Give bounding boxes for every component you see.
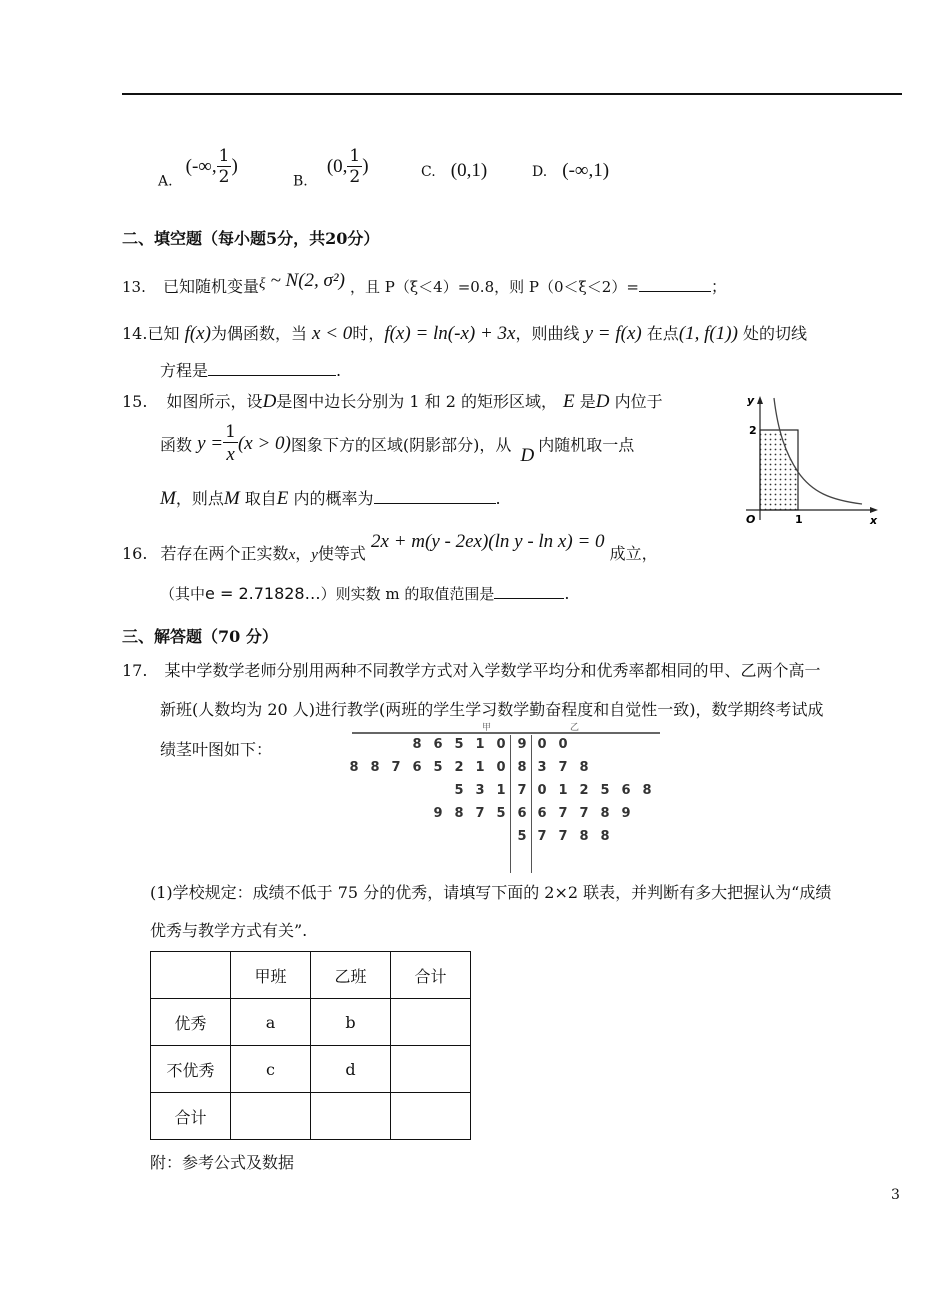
q15-text-1d: 内位于: [614, 392, 663, 411]
section-3-title: 三、解答题（70 分）: [122, 627, 278, 646]
stem-leaf-left-value: 5: [433, 760, 443, 775]
table-cell: [391, 1093, 471, 1140]
stem-leaf-right-value: 8: [579, 760, 589, 775]
option-a-numerator: 1: [218, 146, 230, 166]
stem-leaf-right-value: 3: [537, 760, 547, 775]
question-15-line-3: [160, 486, 501, 510]
q15-D: D: [262, 391, 277, 412]
option-d-expr: (-∞,1): [562, 160, 610, 181]
stem-leaf-right-value: 1: [558, 783, 568, 798]
q16-y: y: [311, 547, 318, 563]
q15-text-3b: 取自: [244, 489, 277, 508]
stem-leaf-right-value: 2: [579, 783, 589, 798]
option-d-label: D.: [532, 164, 548, 180]
shaded-region: [760, 430, 798, 510]
table-row: [151, 1046, 471, 1093]
q15-answer-blank: [374, 489, 496, 504]
q15-text-1b: 是图中边长分别为 1 和 2 的矩形区域，: [276, 392, 558, 411]
table-header-cell: 合计: [391, 952, 471, 999]
stem-leaf-right-value: 0: [537, 737, 547, 752]
q16-text-2a: （其中: [160, 585, 206, 603]
stem-leaf-right-value: 9: [621, 806, 631, 821]
graph-label-origin: O: [746, 513, 756, 526]
stem-leaf-left-value: 2: [454, 760, 464, 775]
q15-D-3: D: [520, 444, 535, 466]
stem-leaf-right-value: 8: [600, 806, 610, 821]
option-a-label: A.: [158, 173, 173, 190]
q14-equation: f(x) = ln(-x) + 3x: [384, 323, 516, 344]
q14-point: (1, f(1)): [678, 323, 738, 344]
table-header-cell: 甲班: [231, 952, 311, 999]
stem-leaf-left-value: 6: [433, 737, 443, 752]
stem-leaf-plot: [349, 723, 662, 873]
table-cell: d: [311, 1046, 391, 1093]
question-14-line-1: [122, 321, 807, 345]
q15-text-1a: 如图所示，设: [166, 392, 263, 411]
stem-value: 6: [517, 806, 527, 821]
stem-leaf-head-right: 乙: [570, 723, 580, 733]
option-b: [293, 148, 369, 190]
stem-leaf-left-value: 8: [454, 806, 464, 821]
q13-text-post: ，且 P（ξ＜4）=0.8，则 P（0＜ξ＜2）=: [350, 278, 639, 296]
question-17-line-3: 绩茎叶图如下：: [160, 740, 273, 759]
stem-leaf-right-value: 0: [558, 737, 568, 752]
stem-leaf-left-value: 5: [496, 806, 506, 821]
option-a-denominator: 2: [218, 167, 230, 187]
q15-fraction-numerator: 1: [225, 422, 236, 442]
q15-fraction-denominator: x: [226, 444, 235, 465]
header-rule: [122, 93, 902, 95]
q16-x: x: [288, 547, 296, 563]
stem-leaf-left-value: 0: [496, 760, 506, 775]
q14-end: .: [336, 361, 342, 380]
x-axis-arrow-icon: [870, 507, 878, 513]
stem-leaf-right-value: 0: [537, 783, 547, 798]
q16-comma: ，: [295, 544, 312, 563]
q14-curve: y = f(x): [584, 323, 642, 344]
stem-leaf-right-value: 7: [537, 829, 547, 844]
q13-answer-blank: [639, 277, 711, 292]
q15-end: .: [495, 489, 501, 508]
q14-condition: x < 0: [312, 323, 353, 344]
table-header-cell: [151, 952, 231, 999]
option-c-expr: (0,1): [450, 160, 488, 181]
q15-D-2: D: [595, 391, 610, 412]
stem-leaf-left-value: 8: [370, 760, 380, 775]
q13-distribution: ~ N(2, σ²): [270, 270, 345, 291]
option-b-numerator: 1: [349, 146, 361, 166]
q16-text-2b: ）则实数 m 的取值范围是: [320, 585, 495, 603]
q14-line-2-text: 方程是: [160, 361, 209, 380]
q17-part-1-line-2: 优秀与教学方式有关”.: [150, 921, 308, 940]
stem-divider-left: [510, 735, 511, 873]
q17-text-1: 某中学数学老师分别用两种不同教学方式对入学数学平均分和优秀率都相同的甲、乙两个高一: [164, 661, 821, 680]
q14-text-2: 为偶函数，当: [210, 324, 307, 343]
q15-text-2b: 图象下方的区域(阴影部分)，从: [290, 435, 512, 455]
q15-text-2a: 函数: [160, 435, 193, 455]
stem-leaf-left-value: 0: [496, 737, 506, 752]
stem-leaf-left-value: 3: [475, 783, 485, 798]
contingency-table: [150, 951, 471, 1140]
q16-number: 16.: [122, 544, 148, 563]
stem-leaf-right-value: 5: [600, 783, 610, 798]
graph-label-y: y: [747, 394, 755, 407]
question-14-line-2: [160, 358, 341, 381]
table-cell: 不优秀: [151, 1046, 231, 1093]
graph-label-x: x: [870, 514, 878, 527]
question-16-line-1: [122, 531, 658, 564]
q14-f-of-x: f(x): [184, 323, 211, 344]
question-15-line-1: [122, 389, 663, 413]
q15-E-2: E: [276, 488, 289, 509]
y-axis-arrow-icon: [757, 396, 763, 404]
question-13: [122, 270, 727, 297]
q15-text-1c: 是: [579, 392, 596, 411]
q14-text-5: 在点: [646, 324, 679, 343]
stem-leaf-right-value: 6: [621, 783, 631, 798]
question-15-line-2: [160, 424, 634, 467]
reference-note: 附：参考公式及数据: [150, 1153, 295, 1172]
q15-number: 15.: [122, 392, 148, 411]
q15-fraction: [223, 424, 238, 464]
table-cell: [311, 1093, 391, 1140]
stem-leaf-left-value: 6: [412, 760, 422, 775]
q16-e-value: e = 2.71828…: [205, 584, 321, 603]
stem-leaf-top-rule: [352, 732, 660, 734]
q15-text-3c: 内的概率为: [293, 489, 374, 508]
stem-value: 9: [517, 737, 527, 752]
stem-leaf-left-value: 1: [475, 737, 485, 752]
stem-leaf-right-value: 8: [600, 829, 610, 844]
section-2-title: 二、填空题（每小题5分，共20分）: [122, 229, 380, 248]
option-a: [158, 148, 238, 190]
stem-leaf-right-value: 7: [558, 829, 568, 844]
stem-leaf-right-value: 6: [537, 806, 547, 821]
table-header-row: [151, 952, 471, 999]
option-b-denominator: 2: [349, 167, 361, 187]
table-cell: c: [231, 1046, 311, 1093]
stem-value: 7: [517, 783, 527, 798]
table-cell: b: [311, 999, 391, 1046]
option-a-fraction: [217, 148, 232, 186]
q14-answer-blank: [208, 361, 336, 376]
option-c: [421, 160, 487, 182]
option-b-close: ): [362, 155, 369, 177]
q15-text-3a: ，则点: [175, 489, 224, 508]
stem-leaf-left-value: 5: [454, 783, 464, 798]
q15-graph: [738, 392, 888, 532]
stem-divider-right: [531, 735, 532, 873]
table-cell: [391, 1046, 471, 1093]
q16-equation: 2x + m(y - 2ex)(ln y - ln x) = 0: [371, 531, 605, 552]
stem-leaf-left-value: 8: [349, 760, 359, 775]
option-a-open: (-∞,: [185, 155, 217, 177]
table-cell: [391, 999, 471, 1046]
stem-value: 8: [517, 760, 527, 775]
q14-text-6: 处的切线: [743, 324, 808, 343]
stem-leaf-right-value: 7: [558, 806, 568, 821]
stem-leaf-left-value: 9: [433, 806, 443, 821]
q16-text-2: 使等式: [317, 544, 366, 563]
stem-leaf-right-value: 8: [642, 783, 652, 798]
stem-leaf-left-value: 7: [475, 806, 485, 821]
q14-number: 14.: [122, 324, 148, 343]
q16-end: .: [564, 584, 570, 603]
q15-M: M: [160, 488, 176, 509]
graph-label-2: 2: [749, 424, 757, 437]
q15-y-equals: y =: [197, 433, 224, 454]
q17-part-1-line-1: (1)学校规定：成绩不低于 75 分的优秀，请填写下面的 2×2 联表，并判断有多大把握认为“成绩: [150, 883, 832, 902]
stem-leaf-left-value: 1: [475, 760, 485, 775]
q17-number: 17.: [122, 661, 148, 680]
table-row: [151, 999, 471, 1046]
q15-E: E: [563, 391, 575, 412]
option-b-label: B.: [293, 173, 308, 190]
option-b-open: (0,: [326, 155, 348, 177]
q13-text-pre: 已知随机变量: [162, 277, 259, 296]
question-17-line-2: 新班(人数均为 20 人)进行教学(两班的学生学习数学勤奋程度和自觉性一致)，数学期终考试成: [160, 700, 824, 719]
question-16-line-2: [160, 583, 569, 604]
stem-leaf-right-value: 8: [579, 829, 589, 844]
table-row: [151, 1093, 471, 1140]
question-17-line-1: [122, 658, 821, 681]
q14-text-1: 已知: [147, 324, 180, 343]
q15-M-2: M: [223, 488, 240, 509]
stem-leaf-left-value: 1: [496, 783, 506, 798]
table-cell: a: [231, 999, 311, 1046]
q14-text-3: 时，: [352, 324, 385, 343]
option-a-close: ): [231, 155, 238, 177]
table-cell: [231, 1093, 311, 1140]
stem-leaf-left-value: 5: [454, 737, 464, 752]
page-number: 3: [891, 1187, 900, 1203]
q16-answer-blank: [494, 584, 564, 599]
stem-leaf-left-value: 8: [412, 737, 422, 752]
q15-text-2c: 内随机取一点: [538, 435, 635, 455]
stem-leaf-right-value: 7: [558, 760, 568, 775]
stem-leaf-right-value: 7: [579, 806, 589, 821]
q13-end: ；: [710, 277, 727, 296]
q16-text-1: 若存在两个正实数: [160, 544, 289, 563]
option-c-label: C.: [421, 164, 436, 180]
stem-value: 5: [517, 829, 527, 844]
stem-leaf-left-value: 7: [391, 760, 401, 775]
table-cell: 合计: [151, 1093, 231, 1140]
table-cell: 优秀: [151, 999, 231, 1046]
option-b-fraction: [347, 148, 362, 186]
q13-number: 13.: [122, 278, 146, 296]
q15-condition: (x > 0): [237, 433, 291, 454]
q13-xi: ξ: [258, 276, 266, 292]
table-header-cell: 乙班: [311, 952, 391, 999]
q16-text-3: 成立，: [609, 544, 658, 563]
option-d: [532, 160, 609, 182]
stem-leaf-head-left: 甲: [482, 723, 492, 733]
graph-label-1: 1: [795, 513, 803, 526]
q14-text-4: ，则曲线: [515, 324, 580, 343]
